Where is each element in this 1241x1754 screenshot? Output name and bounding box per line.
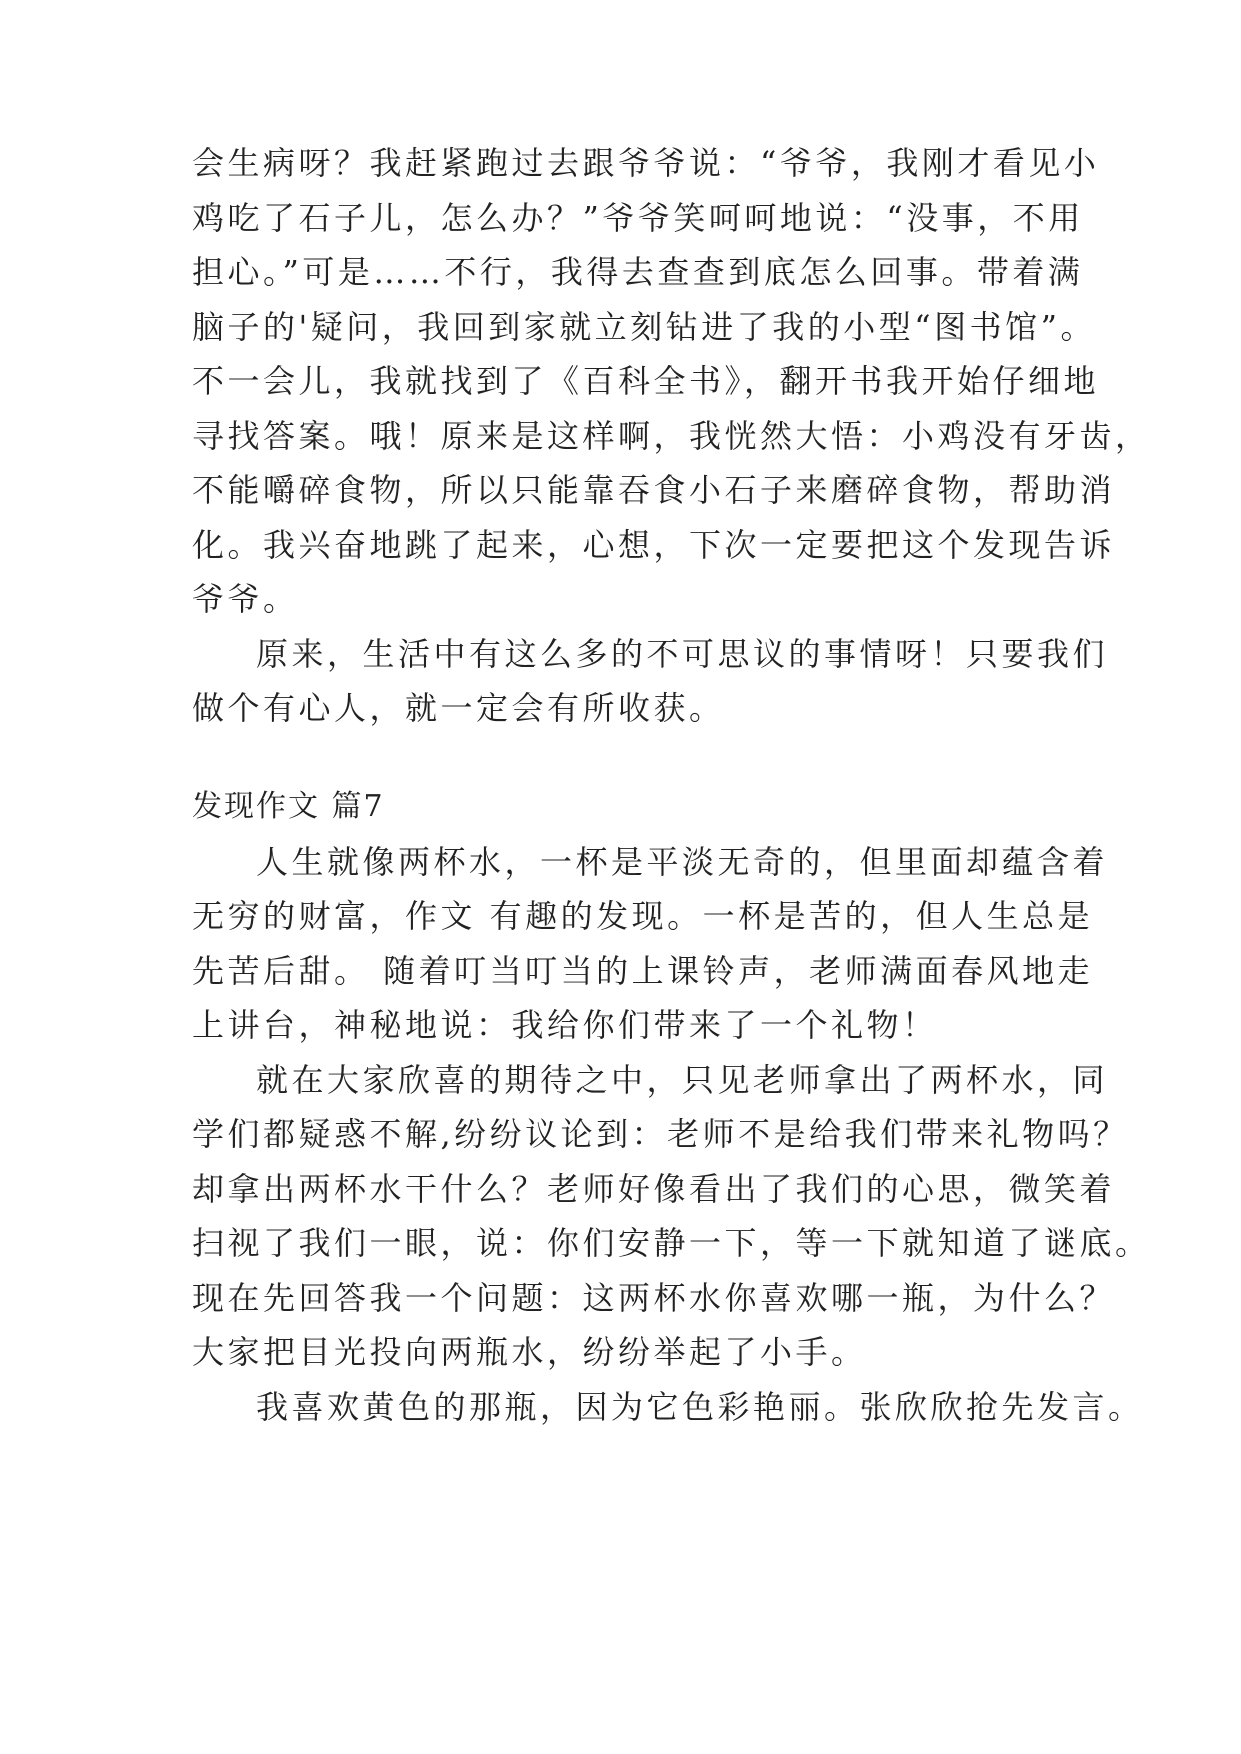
text-line: 大家把目光投向两瓶水，纷纷举起了小手。 (192, 1333, 867, 1371)
text-line: 做个有心人，就一定会有所收获。 (192, 689, 725, 727)
text-line: 鸡吃了石子儿，怎么办？”爷爷笑呵呵地说：“没事，不用 (192, 199, 1084, 237)
text-line: 现在先回答我一个问题：这两杯水你喜欢哪一瓶，为什么？ (192, 1279, 1116, 1317)
text-line: 原来，生活中有这么多的不可思议的事情呀！只要我们 (256, 635, 1109, 673)
text-line: 我喜欢黄色的那瓶，因为它色彩艳丽。张欣欣抢先发言。 (256, 1388, 1144, 1426)
text-line: 就在大家欣喜的期待之中，只见老师拿出了两杯水，同 (256, 1061, 1109, 1099)
text-line: 先苦后甜。 随着叮当叮当的上课铃声，老师满面春风地走 (192, 952, 1094, 990)
text-line: 学们都疑惑不解,纷纷议论到：老师不是给我们带来礼物吗？ (192, 1115, 1129, 1153)
text-line: 不一会儿，我就找到了《百科全书》，翻开书我开始仔细地 (192, 362, 1100, 400)
text-line: 担心。”可是……不行，我得去查查到底怎么回事。带着满 (192, 253, 1084, 291)
section-heading: 发现作文 篇7 (192, 789, 385, 824)
text-line: 却拿出两杯水干什么？老师好像看出了我们的心思，微笑着 (192, 1170, 1116, 1208)
text-line: 化。我兴奋地跳了起来，心想，下次一定要把这个发现告诉 (192, 526, 1116, 564)
text-line: 扫视了我们一眼，说：你们安静一下，等一下就知道了谜底。 (192, 1224, 1151, 1262)
text-line: 会生病呀？我赶紧跑过去跟爷爷说：“爷爷，我刚才看见小 (192, 144, 1100, 182)
text-line: 寻找答案。哦！原来是这样啊，我恍然大悟：小鸡没有牙齿， (192, 417, 1151, 455)
text-line: 人生就像两杯水，一杯是平淡无奇的，但里面却蕴含着 (256, 843, 1109, 881)
text-line: 不能嚼碎食物，所以只能靠吞食小石子来磨碎食物，帮助消 (192, 471, 1116, 509)
text-line: 无穷的财富，作文 有趣的发现。一杯是苦的，但人生总是 (192, 897, 1094, 935)
text-line: 脑子的'疑问，我回到家就立刻钻进了我的小型“图书馆”。 (192, 308, 1097, 346)
text-line: 上讲台，神秘地说：我给你们带来了一个礼物！ (192, 1006, 938, 1044)
text-line: 爷爷。 (192, 580, 299, 618)
